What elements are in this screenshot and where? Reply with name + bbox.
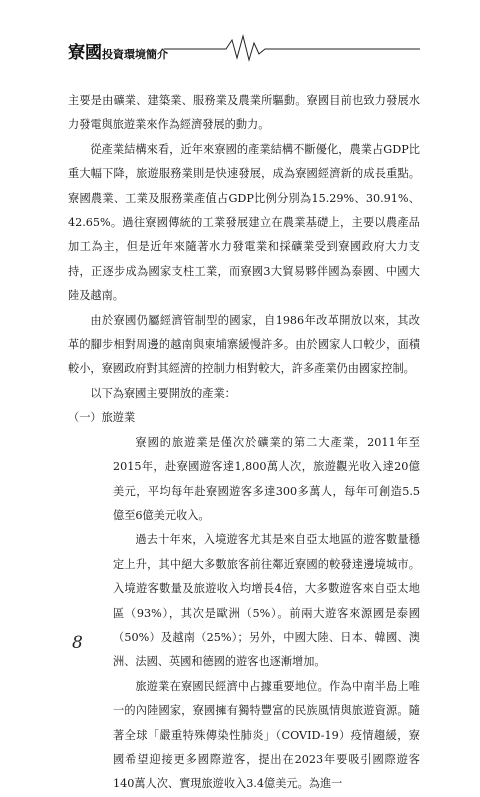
paragraph-continued: 主要是由礦業、建築業、服務業及農業所驅動。寮國目前也致力發展水力發電與旅遊業來作為經濟發展的動力。: [68, 94, 420, 132]
running-header: [68, 30, 420, 64]
section-heading-tourism: （一）旅遊業: [68, 411, 136, 425]
body-text: [68, 89, 420, 797]
paragraph-industry-structure: 從產業結構來看，近年來寮國的產業結構不斷優化，農業占GDP比重大幅下降，旅遊服務業則是快速發展，成為寮國經濟新的成長重點。寮國農業、工業及服務業產值占GDP比例分別為15.29%、30.91%、42.65%。過往寮國傳統的工業發展建立在農業基礎上，主要以農產品加工為主，但是近年來隨著水力發電業和採礦業受到寮國政府大力支持，正逐步成為國家支柱工業，而寮國3大貿易夥伴國為泰國、中國大陸及越南。: [68, 142, 420, 303]
section-intro: 以下為寮國主要開放的產業：: [90, 386, 236, 400]
paragraph-economic-control: 由於寮國仍屬經濟管制型的國家，自1986年改革開放以來，其改革的腳步相對周邊的越南與柬埔寨緩慢許多。由於國家人口較少，面積較小，寮國政府對其經濟的控制力相對較大，許多產業仍由國家控制。: [68, 313, 420, 376]
header-title-sub: 投資環境簡介: [102, 48, 168, 61]
paragraph-tourism-outlook: 旅遊業在寮國民經濟中占據重要地位。作為中南半島上唯一的內陸國家，寮國擁有獨特豐富的民族風情與旅遊資源。隨著全球「嚴重特殊傳染性肺炎」（COVID-19）疫情趨緩，寮國希望迎接更多國際遊客，提出在2023年要吸引國際遊客140萬人次、實現旅遊收入3.4億美元。為進一: [113, 679, 420, 791]
paragraph-tourism-revenue: 寮國的旅遊業是僅次於礦業的第二大產業，2011年至2015年，赴寮國遊客達1,800萬人次，旅遊觀光收入達20億美元，平均每年赴寮國遊客多達300多萬人，每年可創造5.5億至6億美元收入。: [113, 435, 420, 522]
header-title: [68, 38, 168, 63]
header-title-main: 寮國: [68, 43, 102, 63]
page-number: 8: [72, 633, 83, 653]
paragraph-tourist-sources: 過去十年來，入境遊客尤其是來自亞太地區的遊客數量穩定上升，其中絕大多數旅客前往鄰近寮國的較發達邊境城市。入境遊客數量及旅遊收入均增長4倍，大多數遊客來自亞太地區（93%），其次是歐洲（5%）。前兩大遊客來源國是泰國（50%）及越南（25%）；另外，中國大陸、日本、韓國、澳洲、法國、英國和德國的遊客也逐漸增加。: [113, 533, 420, 669]
